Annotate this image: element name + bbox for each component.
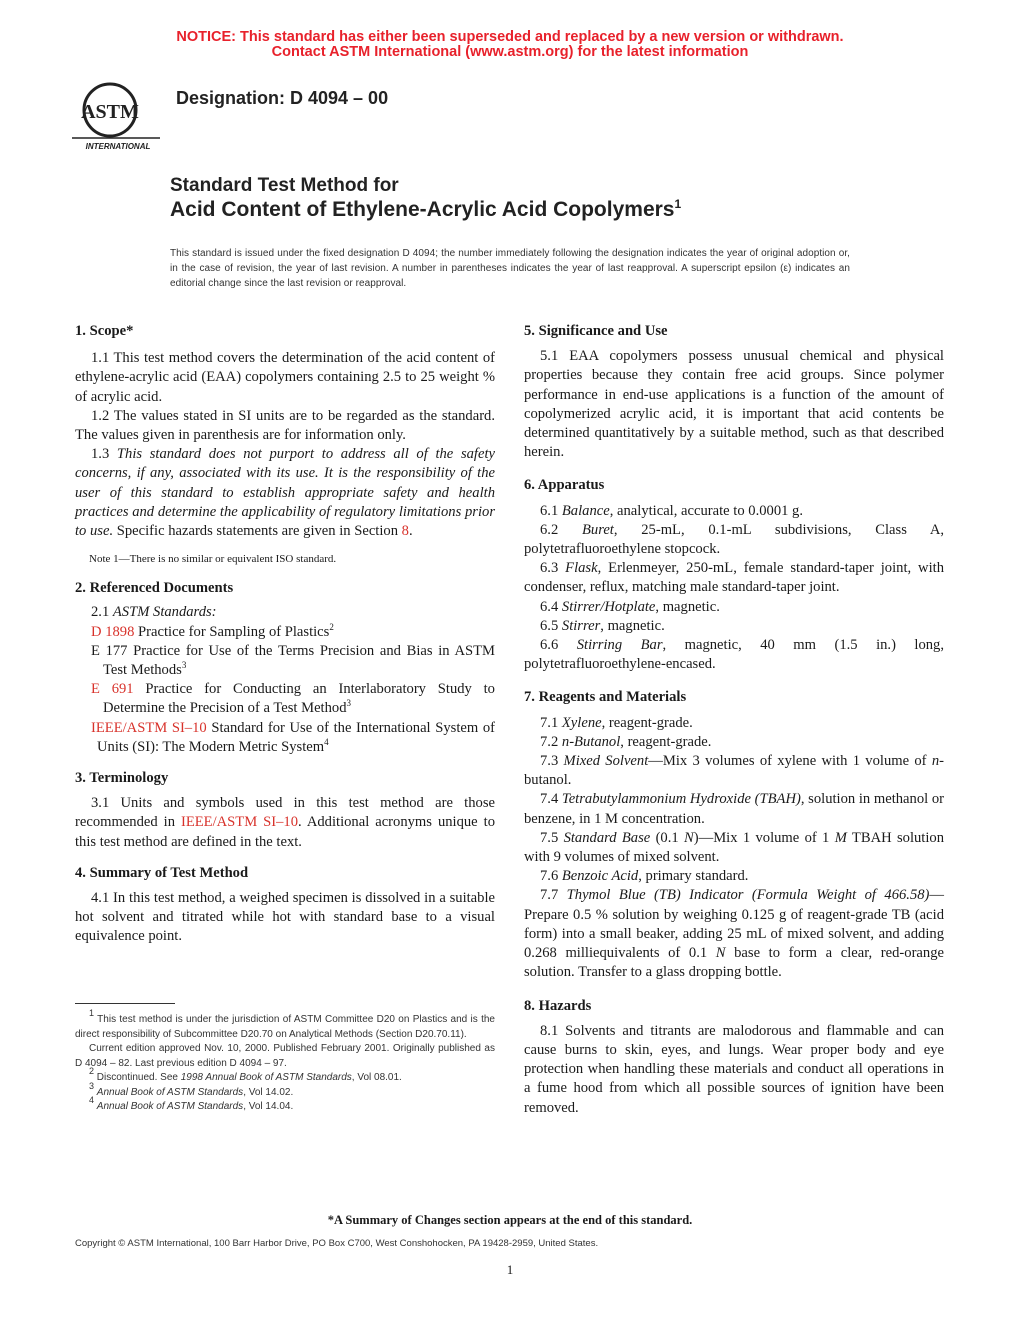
- reagents-7-2-num: 7.2: [540, 733, 562, 750]
- terminology-3-1: [75, 794, 495, 852]
- apparatus-6-1-name: Balance: [561, 502, 610, 519]
- apparatus-6-2-text: , 25-mL, 0.1-mL subdivisions, Class A, polytetrafluoroethylene stopcock.: [524, 521, 945, 558]
- apparatus-6-5: [524, 617, 944, 636]
- reagents-7-2-name: n-Butanol: [561, 733, 621, 750]
- ref-e177-code: E 177: [91, 642, 128, 659]
- scope-1-3-num: 1.3: [91, 446, 117, 463]
- terminology-si10-link[interactable]: IEEE/ASTM SI–10: [180, 814, 299, 831]
- apparatus-6-1-text: , analytical, accurate to 0.0001 g.: [609, 502, 804, 519]
- scope-1-3-italic: This standard does not purport to address all of the safety concerns, if any, associated with its use. It is the responsibility of the user of this standard to establish appropriate safety and health practices and determine the applicability of regulatory limitations prior to use.: [75, 446, 495, 540]
- reagents-7-3: [524, 752, 944, 790]
- reagents-7-7: [524, 886, 944, 982]
- reagents-7-1: [524, 714, 944, 733]
- ref-d1898: [75, 623, 495, 642]
- ref-si10-link[interactable]: IEEE/ASTM SI–10: [91, 719, 207, 736]
- reagents-7-1-text: , reagent-grade.: [601, 714, 693, 731]
- apparatus-6-5-name: Stirrer: [561, 617, 601, 634]
- title-line-2: [170, 198, 681, 222]
- ref-e177-sup: 3: [181, 660, 187, 671]
- title-line-1: Standard Test Method for: [170, 175, 399, 196]
- footnote-2-it: 1998 Annual Book of ASTM Standards: [180, 1072, 352, 1083]
- scope-1-3-end: .: [408, 523, 413, 540]
- reagents-7-5-text-a: (0.1: [650, 829, 685, 846]
- reagents-7-3-it: n: [931, 753, 940, 770]
- section-heading-apparatus: 6. Apparatus: [524, 477, 605, 494]
- footnote-1-text: This test method is under the jurisdiction of ASTM Committee D20 on Plastics and is the direct responsibility of Subcommittee D20.70 on Analytical Methods (Section D20.70.11).: [75, 1014, 495, 1040]
- reagents-7-3-name: Mixed Solvent: [563, 753, 649, 770]
- reagents-7-7-name: Thymol Blue (TB) Indicator (Formula Weight of 466.58): [566, 887, 930, 904]
- reagents-7-1-num: 7.1: [540, 714, 562, 731]
- right-column: [524, 322, 944, 1118]
- title-footnote-ref: 1: [674, 197, 682, 211]
- apparatus-6-5-text: , magnetic.: [600, 617, 665, 634]
- logo-text: ASTM: [81, 101, 139, 123]
- footnote-2-a: Discontinued. See: [96, 1072, 181, 1083]
- scope-1-1: 1.1 This test method covers the determination of the acid content of ethylene-acrylic acid (EAA) copolymers containing 2.5 to 25 weight % of acrylic acid.: [75, 350, 495, 405]
- reagents-7-7-it: N: [715, 945, 726, 962]
- apparatus-6-1-num: 6.1: [540, 502, 562, 519]
- footnote-4-it: Annual Book of ASTM Standards: [96, 1101, 244, 1112]
- apparatus-6-1: [524, 502, 944, 521]
- ref-d1898-link[interactable]: D 1898: [91, 623, 135, 640]
- reagents-7-3-text-a: —Mix 3 volumes of xylene with 1 volume of: [648, 753, 932, 770]
- section-heading-summary: 4. Summary of Test Method: [75, 864, 249, 881]
- terminology-text-a: 3.1 Units and symbols used in this test method are those recommended in: [75, 795, 495, 831]
- reagents-7-5-name: Standard Base: [563, 829, 651, 846]
- section-heading-terminology: 3. Terminology: [75, 770, 169, 787]
- reagents-7-2: [524, 733, 944, 752]
- significance-5-1: 5.1 EAA copolymers possess unusual chemical and physical properties because they contain free acid groups. Since polymer performance in end-use applications is a function of the amount of copolymerized acrylic acid, it is important that acid contents be determined quantitatively by a suitable method, such as that described herein.: [524, 348, 944, 461]
- left-column: [75, 322, 495, 947]
- reagents-7-3-num: 7.3: [540, 753, 564, 770]
- reagents-7-5-it-n: N: [684, 829, 694, 846]
- reagents-7-1-name: Xylene: [561, 714, 602, 731]
- scope-1-2: 1.2 The values stated in SI units are to be regarded as the standard. The values given in parenthesis are for information only.: [75, 407, 495, 444]
- reagents-7-3-text-b: -butanol.: [524, 753, 944, 789]
- reagents-7-5-text-b: )—Mix 1 volume of 1: [693, 829, 835, 846]
- apparatus-6-3-name: Flask: [565, 560, 598, 577]
- apparatus-6-2: [524, 521, 944, 559]
- reagents-7-5-num: 7.5: [540, 829, 564, 846]
- apparatus-6-2-num: 6.2: [540, 521, 582, 538]
- ref-intro-num: 2.1: [91, 604, 113, 621]
- reagents-7-2-text: , reagent-grade.: [620, 733, 712, 750]
- footnote-3-it: Annual Book of ASTM Standards: [96, 1086, 244, 1098]
- reagents-7-6: [524, 867, 944, 886]
- reagents-7-6-text: , primary standard.: [638, 868, 749, 885]
- ref-si10: [75, 719, 495, 757]
- apparatus-6-6-name: Stirring Bar: [576, 637, 663, 654]
- reagents-7-4-text: , solution in methanol or benzene, in 1 M concentration.: [524, 791, 945, 827]
- scope-1-3: [75, 445, 495, 541]
- footnote-3: [75, 1080, 495, 1101]
- apparatus-6-3: [524, 559, 944, 597]
- reagents-7-7-num: 7.7: [540, 887, 567, 904]
- reagents-7-4-name: Tetrabutylammonium Hydroxide (TBAH): [561, 791, 801, 808]
- apparatus-6-4-num: 6.4: [540, 598, 562, 615]
- ref-d1898-text: Practice for Sampling of Plastics: [134, 623, 330, 640]
- footnote-4-b: , Vol 14.04.: [243, 1101, 294, 1112]
- footnote-1-sup: 1: [89, 1008, 95, 1018]
- section-heading-referenced-documents: 2. Referenced Documents: [75, 580, 234, 597]
- apparatus-6-3-text: , Erlenmeyer, 250-mL, female standard-taper joint, with condenser, reflux, matching male standard-taper joint.: [524, 560, 944, 596]
- section-heading-scope: 1. Scope*: [75, 323, 134, 339]
- section-heading-hazards: 8. Hazards: [524, 997, 592, 1014]
- apparatus-6-3-num: 6.3: [540, 560, 566, 577]
- notice-line-2: Contact ASTM International (www.astm.org) for the latest information: [271, 44, 749, 60]
- apparatus-6-4-name: Stirrer/Hotplate: [561, 598, 656, 615]
- footnote-3-b: , Vol 14.02.: [243, 1086, 294, 1098]
- footnote-rule: [75, 1003, 175, 1004]
- apparatus-6-5-num: 6.5: [540, 617, 562, 634]
- footnote-2-sup: 2: [89, 1066, 95, 1076]
- ref-d1898-sup: 2: [329, 621, 334, 632]
- ref-intro-label: ASTM Standards:: [112, 604, 217, 621]
- reagents-7-6-name: Benzoic Acid: [561, 868, 639, 885]
- section-heading-reagents: 7. Reagents and Materials: [524, 689, 687, 706]
- footnote-4-sup: 4: [89, 1095, 95, 1105]
- footnote-3-sup: 3: [89, 1080, 95, 1091]
- footnote-1b: Current edition approved Nov. 10, 2000. Published February 2001. Originally published as D 4094 – 82. Last previous edition D 4094 – 97.: [75, 1043, 495, 1069]
- designation: Designation: D 4094 – 00: [176, 88, 389, 108]
- logo-subtext: INTERNATIONAL: [85, 142, 151, 151]
- section-8-link[interactable]: 8: [401, 523, 409, 540]
- scope-1-3-rest: Specific hazards statements are given in Section: [113, 523, 402, 540]
- apparatus-6-4-text: , magnetic.: [655, 598, 720, 615]
- ref-e691-sup: 3: [346, 698, 351, 709]
- ref-si10-sup: 4: [324, 736, 329, 747]
- ref-e177: [75, 642, 495, 680]
- summary-4-1: 4.1 In this test method, a weighed specimen is dissolved in a suitable hot solvent and titrated while hot with standard base to a visual equivalence point.: [75, 890, 495, 945]
- footnote-4: [75, 1095, 495, 1115]
- page-number: 1: [506, 1262, 514, 1277]
- reagents-7-6-num: 7.6: [540, 868, 562, 885]
- ref-e691: [75, 680, 495, 718]
- apparatus-6-6: [524, 636, 944, 674]
- notice-line-1: NOTICE: This standard has either been superseded and replaced by a new version or withdrawn.: [176, 29, 844, 45]
- apparatus-6-6-num: 6.6: [540, 637, 577, 654]
- reagents-7-5: [524, 829, 944, 867]
- reagents-7-4-num: 7.4: [540, 791, 562, 808]
- astm-logo: [72, 76, 164, 154]
- footnotes: [75, 1008, 495, 1115]
- reagents-7-4: [524, 790, 944, 828]
- ref-e177-text: Practice for Use of the Terms Precision and Bias in ASTM Test Methods: [103, 642, 495, 679]
- apparatus-6-6-text: , magnetic, 40 mm (1.5 in.) long, polytetrafluoroethylene-encased.: [524, 637, 944, 673]
- ref-e691-link[interactable]: E 691: [91, 681, 134, 698]
- footnote-2: [75, 1066, 495, 1086]
- hazards-8-1: 8.1 Solvents and titrants are malodorous and flammable and can cause burns to skin, eyes, and lungs. Wear proper body and eye protection when handling these materials and conduct all operations in a fume hood from which all possible sources of ignition have been removed.: [524, 1022, 944, 1116]
- summary-of-changes-note: *A Summary of Changes section appears at the end of this standard.: [327, 1213, 693, 1227]
- ref-si10-text: Standard for Use of the International System of Units (SI): The Modern Metric System: [97, 719, 495, 755]
- apparatus-6-2-name: Buret: [581, 521, 614, 538]
- section-heading-significance: 5. Significance and Use: [524, 323, 668, 339]
- title-main: Acid Content of Ethylene-Acrylic Acid Copolymers: [170, 198, 675, 221]
- reagents-7-7-text-a: —Prepare 0.5 % solution by weighing 0.125 g of reagent-grade TB (acid form) into a small beaker, adding 25 mL of mixed solvent, and adding 0.268 milliequivalents of 0.1: [524, 887, 944, 962]
- terminology-text-b: . Additional acronyms unique to this test method are defined in the text.: [75, 814, 495, 850]
- issuance-statement: This standard is issued under the fixed designation D 4094; the number immediately following the designation indicates the year of original adoption or, in the case of revision, the year of last revision. A number in parentheses indicates the year of last reapproval. A superscript epsilon (ε) indicates an editorial change since the last revision or reapproval.: [170, 248, 850, 289]
- reagents-7-5-text-c: TBAH solution with 9 volumes of mixed solvent.: [524, 829, 945, 866]
- reagents-7-7-text-b: base to form a clear, red-orange solution. Transfer to a glass dropping bottle.: [524, 945, 944, 981]
- footnote-2-b: , Vol 08.01.: [351, 1072, 402, 1083]
- reagents-7-5-it-m: M: [834, 829, 847, 846]
- astm-standards-label: [75, 603, 495, 622]
- footnote-1: [75, 1008, 495, 1042]
- copyright: Copyright © ASTM International, 100 Barr Harbor Drive, PO Box C700, West Conshohocken, PA 19428-2959, United States.: [75, 1238, 599, 1249]
- apparatus-6-4: [524, 598, 944, 617]
- ref-e691-text: Practice for Conducting an Interlaboratory Study to Determine the Precision of a Test Method: [103, 681, 495, 717]
- note-1: Note 1—There is no similar or equivalent ISO standard.: [89, 553, 337, 566]
